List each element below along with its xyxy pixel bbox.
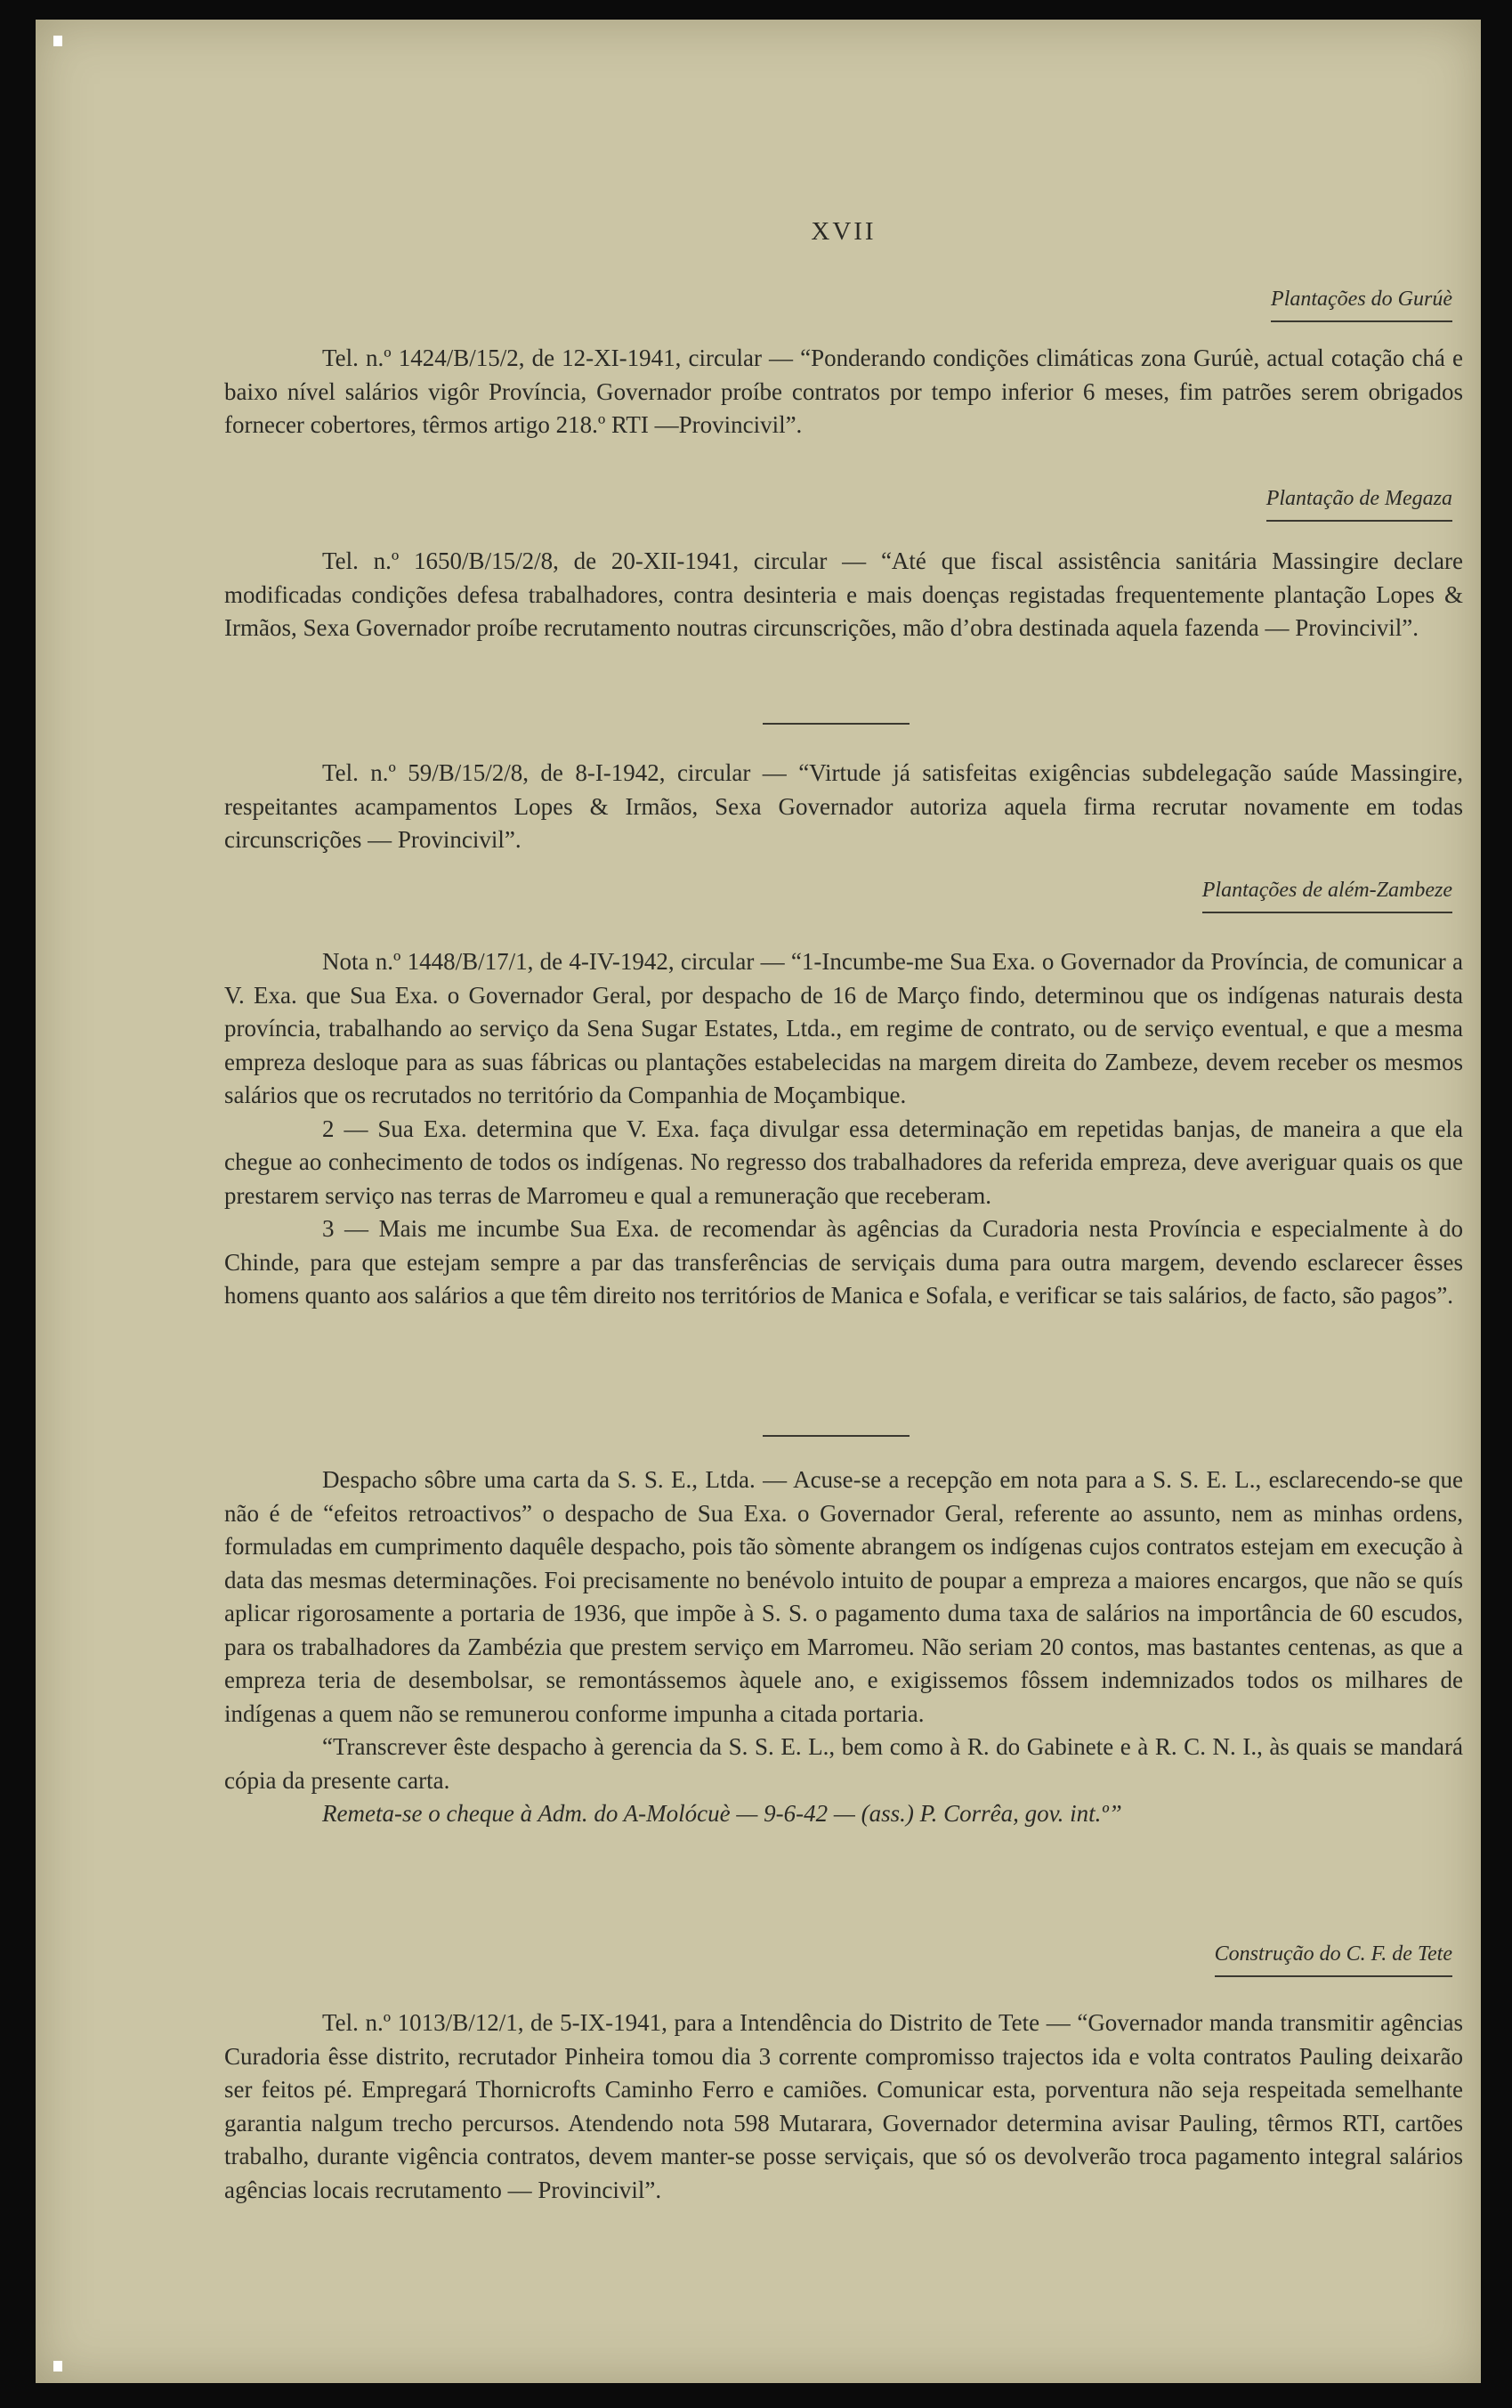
paragraph-text: “Transcrever êste despacho à gerencia da S. S. E. L., bem como à R. do Gabinete e à R. C. N. I., às quais se mandará cópia da presente carta. [224, 1733, 1463, 1794]
paragraph-text: Nota n.º 1448/B/17/1, de 4-IV-1942, circular — “1-Incumbe-me Sua Exa. o Governador da Província, de comunicar a V. Exa. que Sua Exa. o Governador Geral, por despacho de 16 de Março findo, determinou que os indígenas naturais desta província, trabalhando ao serviço da Sena Sugar Estates, Ltda., em regime de contrato, ou de serviço eventual, e que a mesma empreza desloque para as suas fábricas ou plantações estabelecidas na margem direita do Zambeze, devem receber os mesmos salários que os recrutados no território da Companhia de Moçambique. [224, 948, 1463, 1108]
section-title-alem-zambeze: Plantações de além-Zambeze [1202, 874, 1452, 913]
scan-mark [53, 36, 62, 46]
paragraph-tete [224, 2007, 1463, 2207]
scan-mark [53, 2361, 62, 2372]
document-page [36, 20, 1481, 2383]
section-title-construcao-tete: Construção do C. F. de Tete [1215, 1938, 1452, 1977]
divider-rule [763, 723, 910, 725]
paragraph-text: Tel. n.º 1013/B/12/1, de 5-IX-1941, para a Intendência do Distrito de Tete — “Governador manda transmitir agências Curadoria êsse distrito, recrutador Pinheira tomou dia 3 corrente compromisso trajectos ida e volta contratos Pauling deixarão ser feitos pé. Empregará Thornicrofts Caminho Ferro e camiões. Comunicar esta, porventura não seja respeitada semelhante garantia nalgum trecho percursos. Atendendo nota 598 Mutarara, Governador determina avisar Pauling, têrmos RTI, cartões trabalho, durante vigência contratos, devem manter-se posse serviçais, que só os devolverão troca pagamento integral salários agências locais recrutamento — Provincivil”. [224, 2009, 1463, 2203]
divider-rule [763, 1435, 910, 1437]
paragraph-text: 3 — Mais me incumbe Sua Exa. de recomendar às agências da Curadoria nesta Província e especialmente à do Chinde, para que estejam sempre a par das transferências de serviçais duma para outra margem, devendo esclarecer êsses homens quanto aos salários a que têm direito nos territórios de Manica e Sofala, e verificar se tais salários, de facto, são pagos”. [224, 1215, 1463, 1309]
paragraph-text: 2 — Sua Exa. determina que V. Exa. faça divulgar essa determinação em repetidas banjas, de maneira a que ela chegue ao conhecimento de todos os indígenas. No regresso dos trabalhadores da referida empreza, deve averiguar quais os que prestarem serviço nas terras de Marromeu e qual a remuneração que receberam. [224, 1115, 1463, 1209]
paragraph-megaza-1 [224, 545, 1463, 645]
section-title-gurue: Plantações do Gurúè [1271, 283, 1452, 322]
page-number: XVII [811, 217, 877, 246]
paragraph-text: Tel. n.º 1424/B/15/2, de 12-XI-1941, circular — “Ponderando condições climáticas zona Gurúè, actual cotação chá e baixo nível salários vigôr Província, Governador proíbe contratos por tempo inferior 6 meses, fim patrões serem obrigados fornecer cobertores, têrmos artigo 218.º RTI —Provincivil”. [224, 345, 1463, 438]
section-title-megaza: Plantação de Megaza [1266, 482, 1452, 522]
paragraph-despacho [224, 1463, 1463, 1831]
paragraph-nota [224, 945, 1463, 1313]
paragraph-gurue [224, 342, 1463, 442]
paragraph-text: Despacho sôbre uma carta da S. S. E., Ltda. — Acuse-se a recepção em nota para a S. S. E. L., esclarecendo-se que não é de “efeitos retroactivos” o despacho de Sua Exa. o Governador Geral, referente ao assunto, nem as minhas ordens, formuladas em cumprimento daquêle despacho, pois tão sòmente abrangem os indígenas cujos contratos estejam em execução à data das mesmas determinações. Foi precisamente no benévolo intuito de poupar a empreza a maiores encargos, que não se quís aplicar rigorosamente a portaria de 1936, que impõe à S. S. o pagamento duma taxa de salários na importância de 60 escudos, para os trabalhadores da Zambézia que prestem serviço em Marromeu. Não seriam 20 contos, mas bastantes centenas, as que a empreza teria de desembolsar, se remontássemos àquele ano, e exigissemos fôssem indemnizados todos os milhares de indígenas a quem não se remunerou conforme impunha a citada portaria. [224, 1466, 1463, 1727]
paragraph-megaza-2 [224, 757, 1463, 857]
paragraph-text: Tel. n.º 59/B/15/2/8, de 8-I-1942, circular — “Virtude já satisfeitas exigências subdelegação saúde Massingire, respeitantes acampamentos Lopes & Irmãos, Sexa Governador autoriza aquela firma recrutar novamente em todas circunscrições — Provincivil”. [224, 759, 1463, 853]
paragraph-text: Tel. n.º 1650/B/15/2/8, de 20-XII-1941, circular — “Até que fiscal assistência sanitária Massingire declare modificadas condições defesa trabalhadores, contra desinteria e mais doenças registadas frequentemente plantação Lopes & Irmãos, Sexa Governador proíbe recrutamento noutras circunscrições, mão d’obra destinada aquela fazenda — Provincivil”. [224, 547, 1463, 641]
paragraph-text: Remeta-se o cheque à Adm. do A-Molócuè — 9-6-42 — (ass.) P. Corrêa, gov. int.º” [322, 1800, 1122, 1827]
